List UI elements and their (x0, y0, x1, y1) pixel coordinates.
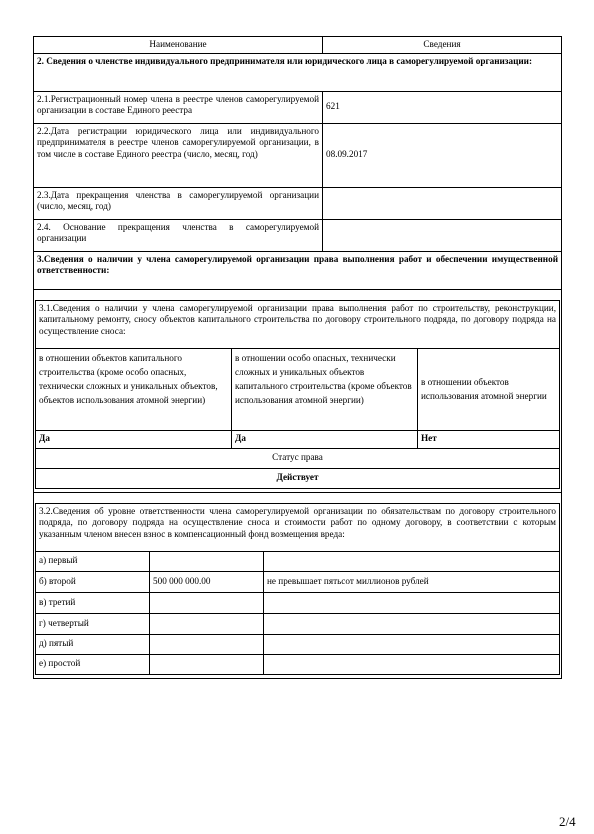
row-2-2-label: 2.2.Дата регистрации юридического лица или индивидуального предпринимателя в реестре членов саморегулируемой организации, в том числе в составе Единого реестра (число, месяц, год) (34, 123, 323, 187)
section3-title: 3.Сведения о наличии у члена саморегулируемой организации права выполнения работ и обеспечении имущественной ответственности: (34, 251, 562, 289)
section2-title: 2. Сведения о членстве индивидуального предпринимателя или юридического лица в саморегулируемой организации: (34, 53, 562, 91)
amount-simple (150, 654, 264, 674)
level-third: в) третий (36, 592, 150, 613)
desc-second: не превышает пятьсот миллионов рублей (264, 571, 560, 592)
amount-second: 500 000 000.00 (150, 571, 264, 592)
subsection-3-2-wrapper (34, 492, 562, 678)
row-2-4-value (323, 219, 562, 251)
value-dangerous-objects: Да (232, 430, 418, 448)
header-info: Сведения (323, 37, 562, 54)
amount-third (150, 592, 264, 613)
level-fifth: д) пятый (36, 634, 150, 654)
value-capital-objects: Да (36, 430, 232, 448)
row-2-4-label: 2.4. Основание прекращения членства в саморегулируемой организации (34, 219, 323, 251)
amount-first (150, 551, 264, 571)
subsection-3-2-title: 3.2.Сведения об уровне ответственности члена саморегулируемой организации по обязательствам по договору строительного подряда, по договору подряда на осуществление сноса и стоимости работ по одному договору, в соответствии с которым указанным членом внесен взнос в компенсационный фонд возмещения вреда: (36, 503, 560, 551)
row-2-3-label: 2.3.Дата прекращения членства в саморегулируемой организации (число, месяц, год) (34, 187, 323, 219)
desc-first (264, 551, 560, 571)
value-atomic-objects: Нет (418, 430, 560, 448)
desc-third (264, 592, 560, 613)
row-2-2-value: 08.09.2017 (323, 123, 562, 187)
column-capital-objects: в отношении объектов капитального строительства (кроме особо опасных, технически сложных и уникальных объектов, объектов использования атомной энергии) (36, 348, 232, 430)
desc-fourth (264, 613, 560, 634)
amount-fourth (150, 613, 264, 634)
page-number: 2/4 (559, 814, 576, 829)
registry-extract-table (33, 36, 562, 679)
subsection-3-1-table (35, 300, 560, 489)
amount-fifth (150, 634, 264, 654)
level-simple: е) простой (36, 654, 150, 674)
row-2-3-value (323, 187, 562, 219)
desc-simple (264, 654, 560, 674)
header-name: Наименование (34, 37, 323, 54)
status-value: Действует (36, 468, 560, 488)
subsection-3-1-wrapper (34, 289, 562, 492)
desc-fifth (264, 634, 560, 654)
level-second: б) второй (36, 571, 150, 592)
row-2-1-label: 2.1.Регистрационный номер члена в реестре членов саморегулируемой организации в составе Единого реестра (34, 91, 323, 123)
column-atomic-objects: в отношении объектов использования атомной энергии (418, 348, 560, 430)
row-2-1-value: 621 (323, 91, 562, 123)
subsection-3-1-title: 3.1.Сведения о наличии у члена саморегулируемой организации права выполнения работ по строительству, реконструкции, капитальному ремонту, сносу объектов капитального строительства по договору строительного подряда, по договору подряда на осуществление сноса: (36, 300, 560, 348)
subsection-3-2-table (35, 503, 560, 675)
level-fourth: г) четвертый (36, 613, 150, 634)
level-first: а) первый (36, 551, 150, 571)
column-dangerous-objects: в отношении особо опасных, технически сложных и уникальных объектов капитального строительства (кроме объектов использования атомной энергии) (232, 348, 418, 430)
status-label: Статус права (36, 448, 560, 468)
